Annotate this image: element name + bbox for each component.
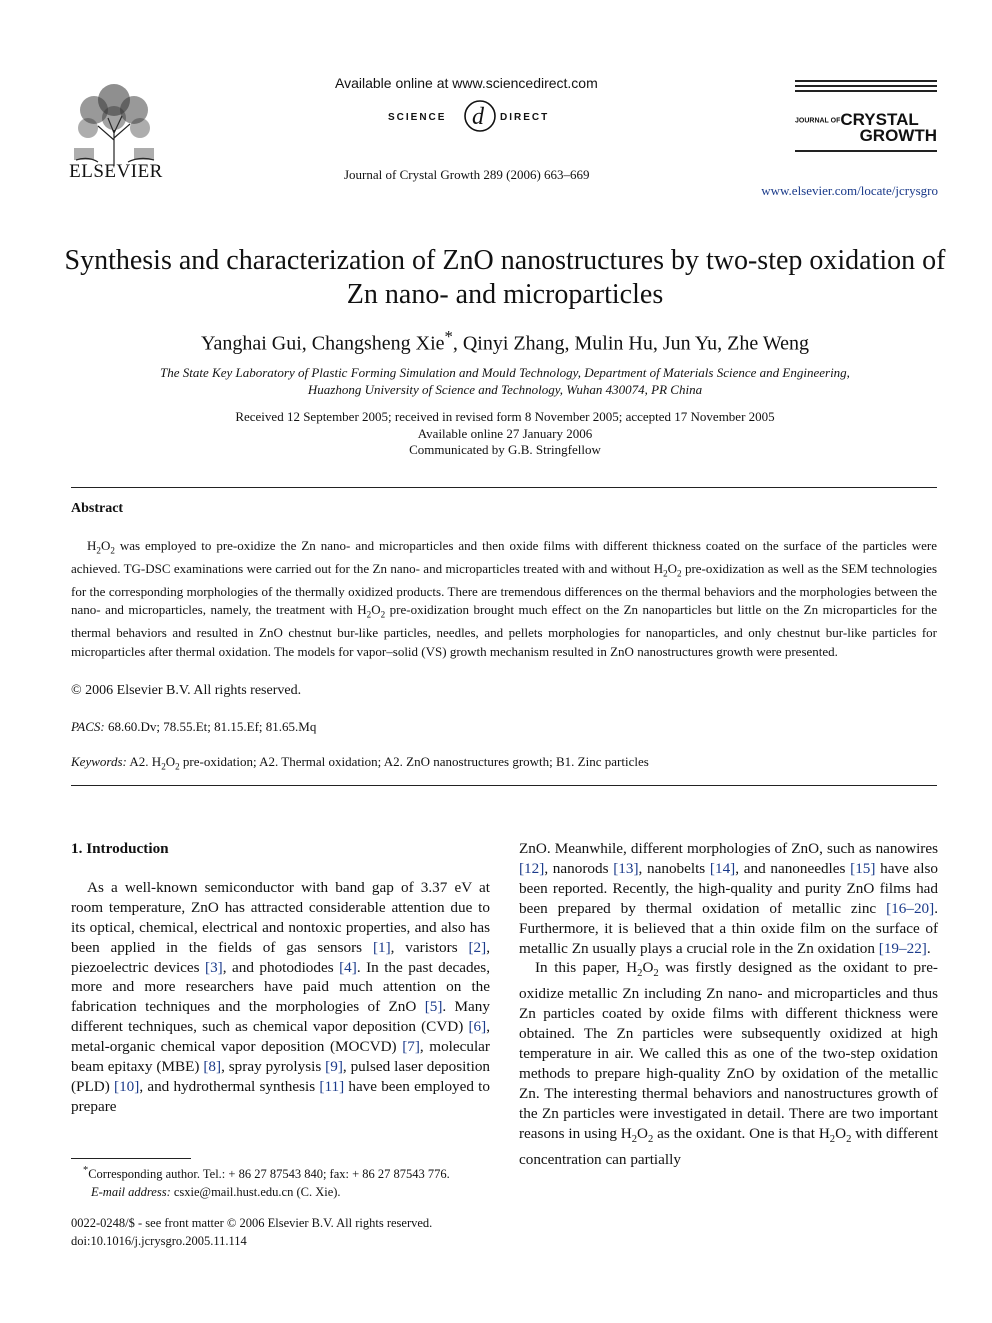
publisher-name: ELSEVIER — [69, 161, 163, 182]
svg-text:d: d — [472, 104, 484, 130]
email-label: E-mail address: — [91, 1184, 171, 1199]
footnote-mark: * — [83, 1165, 89, 1176]
sd-right-text: DIRECT — [500, 112, 550, 123]
footnote-corresponding: Corresponding author. Tel.: + 86 27 87543 840; fax: + 86 27 87543 776. — [88, 1167, 450, 1182]
intro-paragraph-2: In this paper, $H_2O_2$ was firstly designed as the oxidant to pre-oxidize metallic Zn including Zn nano- and microparticles and thus Zn particles coated by oxide films with different thickness were obtained. The Zn particles were subsequently oxidized at high temperature in air. We called this as one of the two-step oxidation methods to prepare high-quality ZnO by oxidation of the metallic Zn. The interesting thermal behaviors and nanostructures growth of the Zn particles were investigated in detail. There are two important reasons in using $H_2O_2$ as the oxidant. One is that $H_2O_2$ with different concentration can partially — [519, 959, 939, 1168]
journal-logo-small: JOURNAL OF — [795, 117, 841, 125]
pacs-codes — [71, 719, 316, 735]
corresponding-footnote — [71, 1162, 490, 1201]
footnote-rule — [71, 1158, 191, 1159]
email-link[interactable]: csxie@mail.hust.edu.cn (C. Xie). — [173, 1184, 341, 1199]
keywords: Keywords: A2. $H_2O_2$ pre-oxidation; A2. Thermal oxidation; A2. ZnO nanostructures growth; B1. Zinc particles — [71, 754, 649, 772]
divider-top — [71, 487, 937, 488]
abstract-body: $H_2O_2$ was employed to pre-oxidize the Zn nano- and microparticles and then oxide films with different thickness coated on the surface of the particles were achieved. TG-DSC examinations were carried out for the Zn nano- and microparticles treated with and without $H_2O_2$ pre-oxidization as well as the SEM technologies for the corresponding morphologies of the thermally oxidized products. There are tremendous differences on the thermal behaviors and the morphologies between the nano- and microparticles, namely, the treatment with $H_2O_2$ pre-oxidization brought much effect on the Zn nanoparticles but little on the Zn microparticles for the thermal behaviors and resulted in ZnO chestnut bur-like particles, needles, and pellets morphologies for nanoparticles, and only chestnut bur-like particles for microparticles after thermal oxidation. The models for vapor–solid (VS) growth mechanism resulted in ZnO nanostructures growth were presented. — [71, 538, 938, 659]
citation-link[interactable]: [16–20] — [886, 899, 935, 917]
pacs-text: 68.60.Dv; 78.55.Et; 81.15.Ef; 81.65.Mq — [107, 719, 317, 734]
citation-link[interactable]: [13] — [613, 859, 639, 877]
citation-link[interactable]: [3] — [205, 958, 223, 976]
paper-title: Synthesis and characterization of ZnO nanostructures by two-step oxidation of Zn nano- and microparticles — [64, 245, 946, 310]
citation-link[interactable]: [12] — [519, 859, 545, 877]
elsevier-tree-logo-icon — [68, 78, 160, 166]
affiliation-line-1: The State Key Laboratory of Plastic Forming Simulation and Mould Technology, Department of Materials Science and Engineering, — [160, 365, 850, 380]
journal-logo-crystal: CRYSTAL — [840, 110, 919, 129]
pacs-label: PACS: — [71, 719, 105, 734]
affiliation-line-2: Huazhong University of Science and Technology, Wuhan 430074, PR China — [307, 382, 703, 397]
corresponding-mark[interactable]: * — [444, 327, 453, 346]
article-dates — [60, 409, 950, 459]
intro-paragraph: As a well-known semiconductor with band gap of 3.37 eV at room temperature, ZnO has attracted considerable attention due to its optical, chemical, electrical and nontoxic properties, and also has been applied in the fields of gas sensors [1], varistors [2], piezoelectric devices [3], and photodiodes [4]. In the past decades, more and more researchers have paid much attention on the fabrication techniques and the morphologies of ZnO [5]. Many different techniques, such as chemical vapor deposition (CVD) [6], metal-organic chemical vapor deposition (MOCVD) [7], molecular beam epitaxy (MBE) [8], spray pyrolysis [9], pulsed laser deposition (PLD) [10], and hydrothermal synthesis [11] have been employed to prepare — [71, 878, 491, 1115]
journal-reference: Journal of Crystal Growth 289 (2006) 663–669 — [344, 167, 590, 182]
column-right — [519, 839, 938, 1170]
affiliation — [60, 364, 950, 398]
citation-link[interactable]: [6] — [468, 1018, 487, 1036]
received-dates: Received 12 September 2005; received in revised form 8 November 2005; accepted 17 November 2005 — [235, 409, 775, 424]
abstract-copyright: © 2006 Elsevier B.V. All rights reserved. — [71, 683, 302, 698]
citation-link[interactable]: [9] — [325, 1058, 343, 1076]
citation-link[interactable]: [1] — [372, 938, 391, 956]
journal-url-link[interactable]: www.elsevier.com/locate/jcrysgro — [761, 183, 938, 198]
journal-logo — [795, 110, 937, 146]
citation-link[interactable]: [10] — [114, 1077, 140, 1095]
online-date: Available online 27 January 2006 — [417, 425, 593, 441]
authors-after: , Qinyi Zhang, Mulin Hu, Jun Yu, Zhe Weng — [452, 332, 809, 355]
front-matter — [71, 1215, 432, 1250]
citation-link[interactable]: [11] — [319, 1077, 345, 1095]
citation-link[interactable]: [7] — [402, 1038, 420, 1056]
citation-link[interactable]: [2] — [468, 938, 487, 956]
citation-link[interactable]: [19–22] — [878, 939, 927, 957]
keywords-label: Keywords: — [71, 754, 127, 769]
sciencedirect-logo-icon — [388, 98, 568, 134]
issn-line: 0022-0248/$ - see front matter © 2006 Elsevier B.V. All rights reserved. — [71, 1216, 433, 1230]
citation-link[interactable]: [14] — [709, 859, 736, 877]
doi-line[interactable]: doi:10.1016/j.jcrysgro.2005.11.114 — [71, 1233, 247, 1248]
intro-paragraph-continued: ZnO. Meanwhile, different morphologies of ZnO, such as nanowires [12], nanorods [13], nanobelts [14], and nanoneedles [15] have also been reported. Recently, the high-quality and purity ZnO films had been prepared by thermal oxidation of metallic zinc [16–20]. Furthermore, it is believed that a thin oxide film on the surface of metallic Zn usually plays a crucial role in the Zn oxidation [19–22]. — [519, 840, 938, 957]
citation-link[interactable]: [15] — [850, 859, 876, 877]
citation-link[interactable]: [8] — [203, 1058, 222, 1076]
author-list — [60, 327, 950, 356]
available-online-text: Available online at www.sciencedirect.com — [335, 75, 598, 91]
citation-link[interactable]: [5] — [424, 998, 443, 1016]
sd-left-text: SCIENCE — [388, 112, 447, 123]
journal-logo-rule-bottom — [795, 150, 937, 152]
abstract-heading: Abstract — [71, 501, 124, 516]
divider-bottom — [71, 785, 937, 786]
citation-link[interactable]: [4] — [339, 958, 357, 976]
section-heading-introduction: 1. Introduction — [71, 840, 169, 857]
journal-logo-rules — [795, 80, 937, 95]
journal-logo-growth: GROWTH — [859, 126, 937, 145]
authors-before: Yanghai Gui, Changsheng Xie — [201, 332, 445, 355]
communicated-by: Communicated by G.B. Stringfellow — [409, 442, 601, 457]
column-left — [71, 839, 490, 1117]
